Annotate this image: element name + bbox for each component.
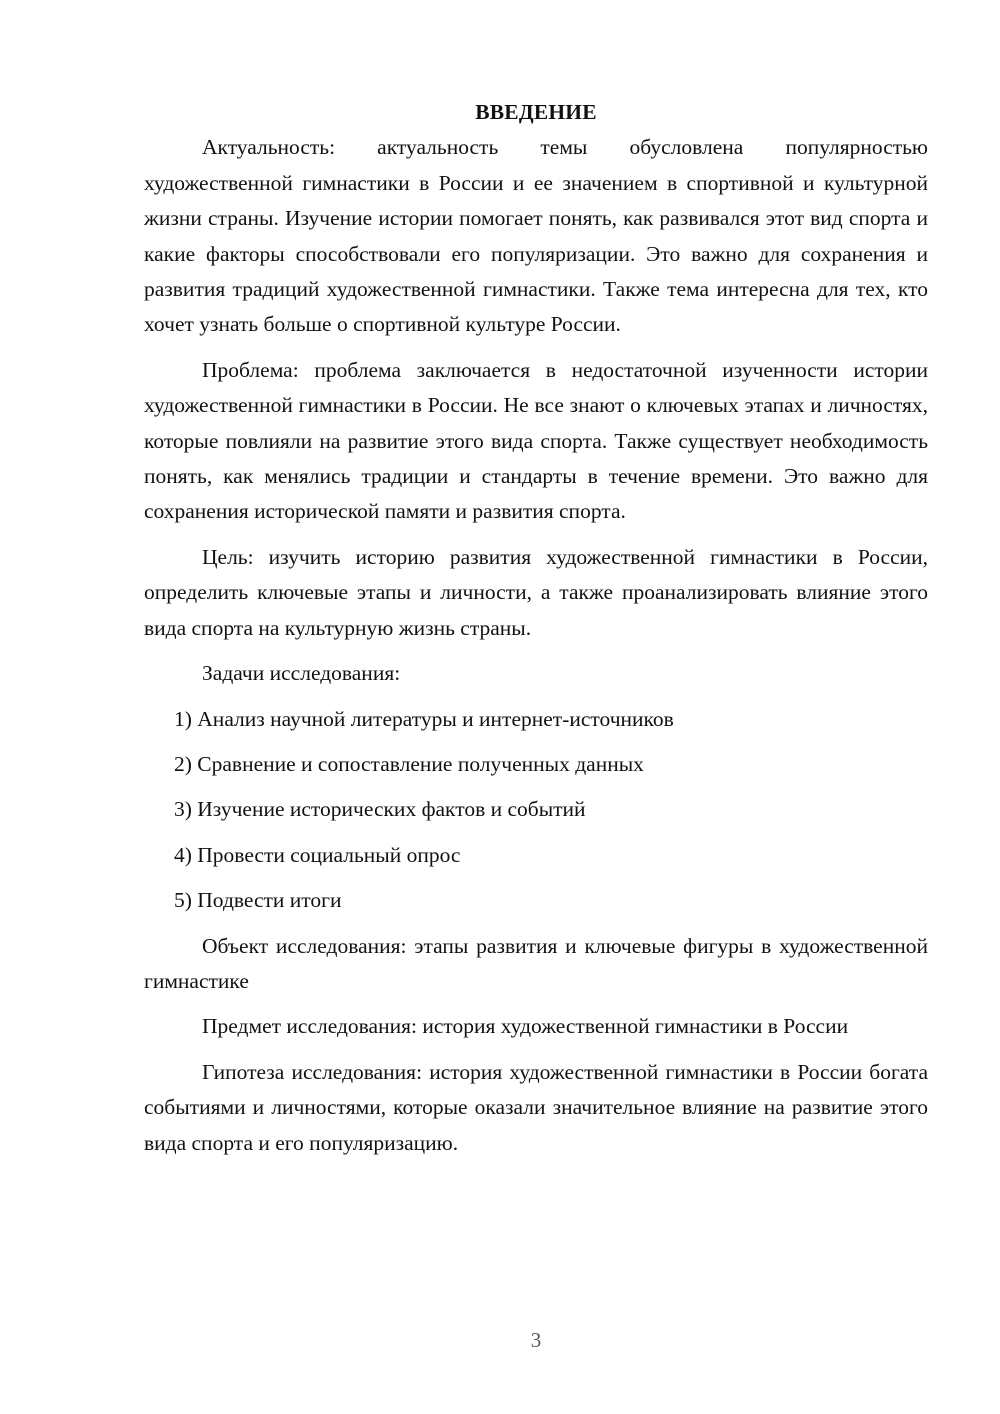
tasks-heading: Задачи исследования: [202, 661, 401, 686]
subject-paragraph: Предмет исследования: история художественной гимнастики в России [202, 1014, 849, 1039]
tasks-list [144, 702, 928, 919]
task-item-5: 5) Подвести итоги [174, 888, 342, 913]
page-number: 3 [530, 1328, 542, 1352]
goal-paragraph: Цель: изучить историю развития художественной гимнастики в России, определить ключевые этапы и личности, а также проанализировать влияние этого вида спорта на культурную жизнь страны. [144, 544, 928, 640]
task-item-2: 2) Сравнение и сопоставление полученных данных [174, 751, 644, 776]
object-paragraph: Объект исследования: этапы развития и ключевые фигуры в художественной гимнастике [144, 933, 928, 993]
document-page [144, 95, 928, 1171]
task-item-3: 3) Изучение исторических фактов и событий [174, 797, 586, 822]
problem-paragraph: Проблема: проблема заключается в недостаточной изученности истории художественной гимнастики в России. Не все знают о ключевых этапах и личностях, которые повлияли на развитие этого вида спорта. Также существует необходимость понять, как менялись традиции и стандарты в течение времени. Это важно для сохранения исторической памяти и развития спорта. [144, 357, 928, 524]
task-item-1: 1) Анализ научной литературы и интернет-источников [174, 706, 674, 731]
task-item-4: 4) Провести социальный опрос [174, 842, 461, 867]
relevance-paragraph: Актуальность: актуальность темы обусловлена популярностью художественной гимнастики в России и ее значением в спортивной и культурной жизни страны. Изучение истории помогает понять, как развивался этот вид спорта и какие факторы способствовали его популяризации. Это важно для сохранения и развития традиций художественной гимнастики. Также тема интересна для тех, кто хочет узнать больше о спортивной культуре России. [144, 135, 928, 337]
hypothesis-paragraph: Гипотеза исследования: история художественной гимнастики в России богата событиями и личностями, которые оказали значительное влияние на развитие этого вида спорта и его популяризацию. [144, 1059, 928, 1155]
page-title: ВВЕДЕНИЕ [475, 100, 597, 124]
